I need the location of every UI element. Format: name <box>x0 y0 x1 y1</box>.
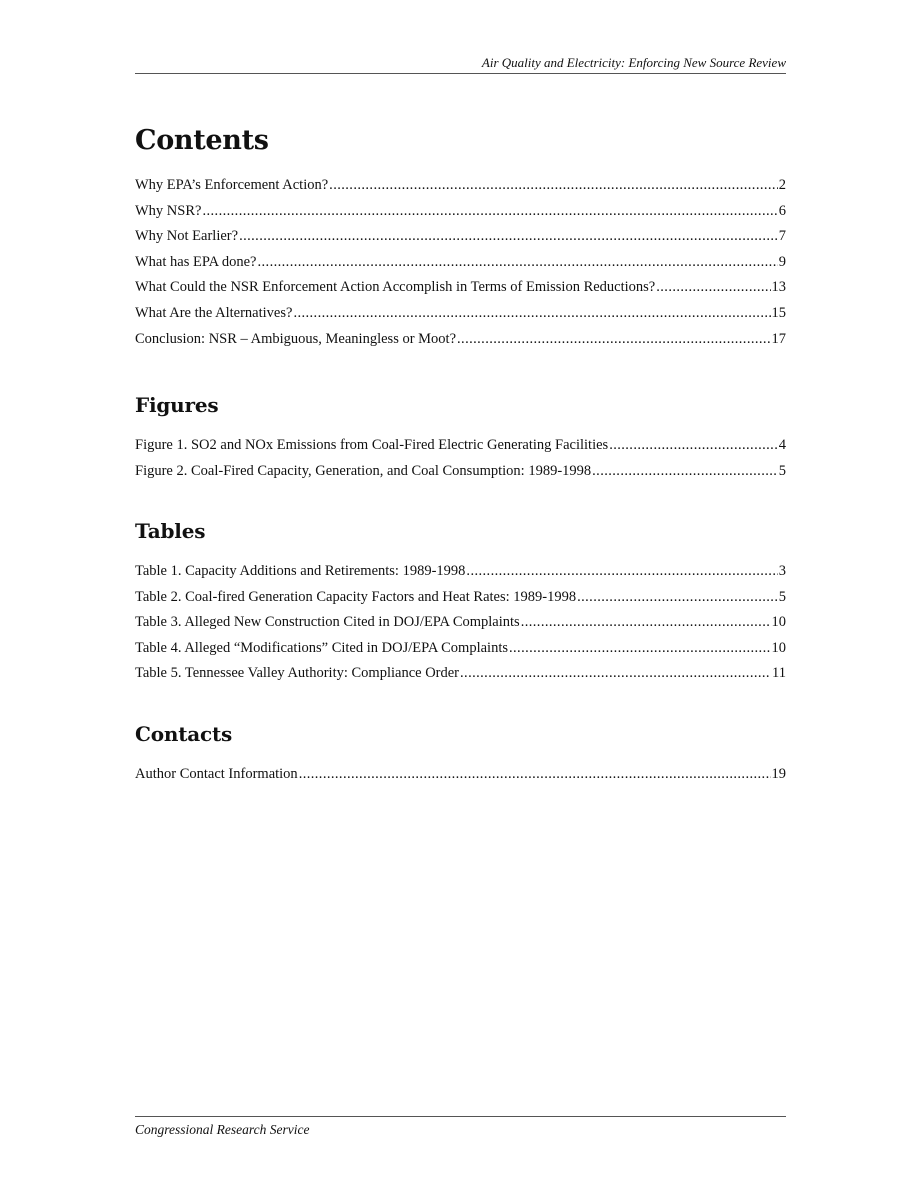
table-entry[interactable] <box>135 661 786 687</box>
contact-entry[interactable] <box>135 762 786 788</box>
page-title: Contents <box>135 125 269 156</box>
toc-entry-title: Why EPA’s Enforcement Action? <box>135 177 329 193</box>
table-entry-title: Table 3. Alleged New Construction Cited in DOJ/EPA Complaints <box>135 614 520 631</box>
table-entry-title: Table 2. Coal-fired Generation Capacity Factors and Heat Rates: 1989-1998 <box>135 588 577 605</box>
figure-entry-title: Figure 1. SO2 and NOx Emissions from Coal-Fired Electric Generating Facilities <box>135 437 609 453</box>
running-header: Air Quality and Electricity: Enforcing New Source Review <box>135 55 786 74</box>
running-footer: Congressional Research Service <box>135 1116 786 1139</box>
table-entry-title: Table 5. Tennessee Valley Authority: Compliance Order <box>135 665 460 682</box>
table-entry-page: 3 <box>778 563 786 579</box>
figures-section <box>135 392 786 484</box>
dot-leader <box>460 661 771 687</box>
dot-leader <box>457 327 770 353</box>
figures-list <box>135 433 786 484</box>
table-entry[interactable] <box>135 559 786 585</box>
contacts-section <box>135 721 786 788</box>
figure-entry[interactable] <box>135 433 786 459</box>
table-entry-page: 10 <box>771 639 786 656</box>
dot-leader <box>509 636 771 662</box>
toc-entry-page: 9 <box>778 253 786 270</box>
toc-entry-page: 6 <box>778 202 786 219</box>
contents-section <box>135 173 786 352</box>
contents-list <box>135 173 786 352</box>
tables-section <box>135 518 786 687</box>
dot-leader <box>239 224 778 250</box>
dot-leader <box>466 559 777 585</box>
toc-entry-page: 2 <box>778 177 786 193</box>
figures-heading: Figures <box>135 393 219 417</box>
toc-entry-page: 17 <box>771 330 786 347</box>
tables-heading: Tables <box>135 519 206 543</box>
figure-entry-page: 5 <box>778 462 786 479</box>
toc-entry-title: Conclusion: NSR – Ambiguous, Meaningless or Moot? <box>135 330 457 347</box>
table-entry-page: 11 <box>772 665 786 682</box>
contacts-list <box>135 762 786 788</box>
toc-entry[interactable] <box>135 173 786 199</box>
dot-leader <box>592 459 778 485</box>
table-entry-title: Table 4. Alleged “Modifications” Cited in DOJ/EPA Complaints <box>135 639 508 656</box>
dot-leader <box>577 585 778 611</box>
table-entry[interactable] <box>135 610 786 636</box>
dot-leader <box>656 275 770 301</box>
toc-entry-page: 7 <box>778 228 786 245</box>
dot-leader <box>293 301 770 327</box>
dot-leader <box>609 433 778 459</box>
contact-entry-title: Author Contact Information <box>135 766 298 782</box>
toc-entry-page: 13 <box>771 279 786 296</box>
contacts-heading: Contacts <box>135 722 233 746</box>
toc-entry-title: Why Not Earlier? <box>135 228 239 245</box>
dot-leader <box>258 250 778 276</box>
table-entry-title: Table 1. Capacity Additions and Retirements: 1989-1998 <box>135 563 466 579</box>
table-entry[interactable] <box>135 636 786 662</box>
dot-leader <box>329 173 778 199</box>
toc-entry[interactable] <box>135 301 786 327</box>
toc-entry-title: What Are the Alternatives? <box>135 304 293 321</box>
dot-leader <box>202 199 777 225</box>
table-entry-page: 5 <box>778 588 786 605</box>
tables-list <box>135 559 786 687</box>
figure-entry-title: Figure 2. Coal-Fired Capacity, Generation, and Coal Consumption: 1989-1998 <box>135 462 592 479</box>
toc-entry-title: Why NSR? <box>135 202 202 219</box>
dot-leader <box>521 610 771 636</box>
table-entry[interactable] <box>135 585 786 611</box>
table-entry-page: 10 <box>771 614 786 631</box>
toc-entry[interactable] <box>135 275 786 301</box>
figure-entry[interactable] <box>135 459 786 485</box>
toc-entry-title: What has EPA done? <box>135 253 257 270</box>
figure-entry-page: 4 <box>778 437 786 453</box>
toc-entry[interactable] <box>135 327 786 353</box>
dot-leader <box>299 762 771 788</box>
toc-entry[interactable] <box>135 250 786 276</box>
toc-entry[interactable] <box>135 224 786 250</box>
contact-entry-page: 19 <box>771 766 786 782</box>
toc-entry[interactable] <box>135 199 786 225</box>
toc-entry-title: What Could the NSR Enforcement Action Accomplish in Terms of Emission Reductions? <box>135 279 656 296</box>
toc-entry-page: 15 <box>771 304 786 321</box>
